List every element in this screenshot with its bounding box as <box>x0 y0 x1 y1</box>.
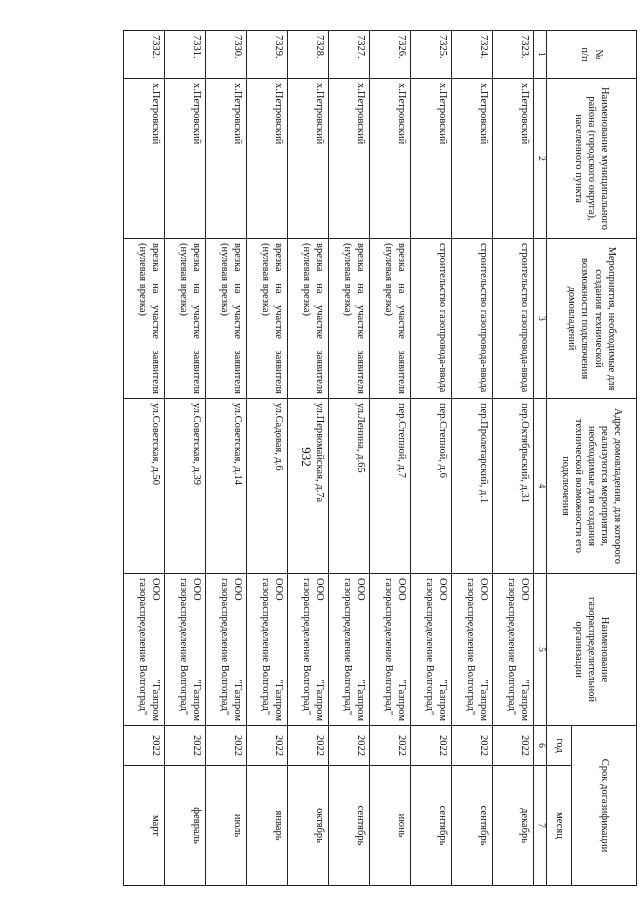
address-text: ул.Ленина, д.65 <box>329 399 370 574</box>
row-number: 7332. <box>124 31 165 79</box>
organization-name: ООО "Газпром газораспределение Волгоград" <box>493 574 534 726</box>
table-row <box>493 31 534 886</box>
organization-name: ООО "Газпром газораспределение Волгоград" <box>370 574 411 726</box>
year-value: 2022 <box>452 726 493 766</box>
organization-name: ООО "Газпром газораспределение Волгоград" <box>329 574 370 726</box>
month-value: октябрь <box>288 766 329 886</box>
header-month: месяц <box>547 766 572 886</box>
measure-text: врезка на участке заявителя (нулевая врезка) <box>206 239 247 399</box>
organization-name: ООО "Газпром газораспределение Волгоград" <box>124 574 165 726</box>
year-value: 2022 <box>247 726 288 766</box>
settlement-name: х.Петровский <box>124 79 165 239</box>
table-row <box>247 31 288 886</box>
row-number: 7330. <box>206 31 247 79</box>
address-text: ул.Первомайская, д.7а <box>288 399 329 574</box>
header-year: год <box>547 726 572 766</box>
address-text: ул.Советская, д.50 <box>124 399 165 574</box>
header-num: № п/п <box>547 31 637 79</box>
year-value: 2022 <box>411 726 452 766</box>
address-text: пер.Пролетарский, д.1 <box>452 399 493 574</box>
year-value: 2022 <box>370 726 411 766</box>
address-text: пер.Степной, д.6 <box>411 399 452 574</box>
settlement-name: х.Петровский <box>288 79 329 239</box>
column-number: 3 <box>534 239 547 399</box>
measure-text: строительство газопровода-ввода <box>493 239 534 399</box>
organization-name: ООО "Газпром газораспределение Волгоград" <box>411 574 452 726</box>
measure-text: строительство газопровода-ввода <box>411 239 452 399</box>
organization-name: ООО "Газпром газораспределение Волгоград" <box>288 574 329 726</box>
row-number: 7327. <box>329 31 370 79</box>
column-number: 7 <box>534 766 547 886</box>
header-organization: Наименование газораспределительной организации <box>547 574 637 726</box>
table-row <box>165 31 206 886</box>
settlement-name: х.Петровский <box>452 79 493 239</box>
measure-text: врезка на участке заявителя (нулевая врезка) <box>165 239 206 399</box>
measure-text: врезка на участке заявителя (нулевая врезка) <box>370 239 411 399</box>
header-address: Адрес домовладения, для которого реализуются мероприятия, необходимые для создания технической возможности его подключения <box>547 399 637 574</box>
year-value: 2022 <box>124 726 165 766</box>
measure-text: врезка на участке заявителя (нулевая врезка) <box>329 239 370 399</box>
month-value: сентябрь <box>329 766 370 886</box>
column-number: 5 <box>534 574 547 726</box>
page-number: 932 <box>299 447 314 467</box>
organization-name: ООО "Газпром газораспределение Волгоград" <box>247 574 288 726</box>
address-text: ул.Советская, д.39 <box>165 399 206 574</box>
gasification-table <box>123 30 637 886</box>
row-number: 7331. <box>165 31 206 79</box>
row-number: 7329. <box>247 31 288 79</box>
measure-text: строительство газопровода-ввода <box>452 239 493 399</box>
measure-text: врезка на участке заявителя (нулевая врезка) <box>288 239 329 399</box>
row-number: 7325. <box>411 31 452 79</box>
table-row <box>206 31 247 886</box>
column-number: 4 <box>534 399 547 574</box>
header-measures: Мероприятия, необходимые для создания технической возможности подключения домовладений <box>547 239 637 399</box>
organization-name: ООО "Газпром газораспределение Волгоград" <box>165 574 206 726</box>
table-body <box>124 31 534 886</box>
address-text: пер.Степной, д.7 <box>370 399 411 574</box>
year-value: 2022 <box>288 726 329 766</box>
address-text: ул.Садовая, д.6 <box>247 399 288 574</box>
row-number: 7328. <box>288 31 329 79</box>
row-number: 7326. <box>370 31 411 79</box>
year-value: 2022 <box>165 726 206 766</box>
row-number: 7323. <box>493 31 534 79</box>
header-term: Срок догазификации <box>572 726 637 886</box>
month-value: январь <box>247 766 288 886</box>
settlement-name: х.Петровский <box>493 79 534 239</box>
column-number: 6 <box>534 726 547 766</box>
settlement-name: х.Петровский <box>411 79 452 239</box>
settlement-name: х.Петровский <box>370 79 411 239</box>
year-value: 2022 <box>493 726 534 766</box>
address-text: пер.Октябрьский, д.31 <box>493 399 534 574</box>
measure-text: врезка на участке заявителя (нулевая врезка) <box>247 239 288 399</box>
year-value: 2022 <box>329 726 370 766</box>
header-municipality: Наименование муниципального района (городского округа), населенного пункта <box>547 79 637 239</box>
table-row <box>329 31 370 886</box>
table-row <box>411 31 452 886</box>
row-number: 7324. <box>452 31 493 79</box>
table-row <box>288 31 329 886</box>
column-number: 2 <box>534 79 547 239</box>
organization-name: ООО "Газпром газораспределение Волгоград" <box>206 574 247 726</box>
year-value: 2022 <box>206 726 247 766</box>
table-row <box>124 31 165 886</box>
month-value: сентябрь <box>411 766 452 886</box>
table-row <box>452 31 493 886</box>
settlement-name: х.Петровский <box>329 79 370 239</box>
month-value: июнь <box>370 766 411 886</box>
table-row <box>370 31 411 886</box>
column-number: 1 <box>534 31 547 79</box>
month-value: февраль <box>165 766 206 886</box>
measure-text: врезка на участке заявителя (нулевая врезка) <box>124 239 165 399</box>
month-value: декабрь <box>493 766 534 886</box>
settlement-name: х.Петровский <box>206 79 247 239</box>
rotated-table-wrapper <box>137 30 637 885</box>
settlement-name: х.Петровский <box>165 79 206 239</box>
month-value: июль <box>206 766 247 886</box>
address-text: ул.Советская, д.14 <box>206 399 247 574</box>
month-value: март <box>124 766 165 886</box>
settlement-name: х.Петровский <box>247 79 288 239</box>
month-value: сентябрь <box>452 766 493 886</box>
organization-name: ООО "Газпром газораспределение Волгоград" <box>452 574 493 726</box>
